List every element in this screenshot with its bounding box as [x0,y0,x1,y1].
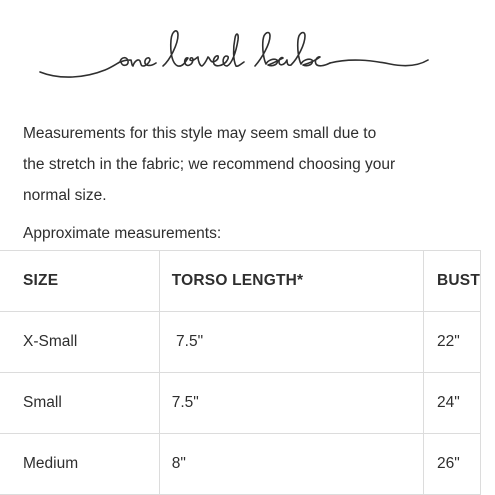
bust-cell: 22" [424,312,481,373]
brand-logo [0,0,495,110]
intro-line: the stretch in the fabric; we recommend choosing your [23,156,396,173]
table-row [0,434,481,495]
size-cell: Medium [0,434,159,495]
table-row [0,312,481,373]
torso-length-cell: 7.5" [159,312,423,373]
bust-cell: 24" [424,373,481,434]
bust-cell: 26" [424,434,481,495]
torso-length-cell: 8" [159,434,423,495]
approximate-measurements-label: Approximate measurements: [23,225,222,242]
size-cell: X-Small [0,312,159,373]
header-torso-length: TORSO LENGTH* [159,251,423,312]
header-size: SIZE [0,251,159,312]
table-row [0,373,481,434]
intro-text [23,118,478,211]
intro-line: normal size. [23,187,107,204]
size-chart-table [0,250,481,495]
size-cell: Small [0,373,159,434]
table-header-row [0,251,481,312]
header-bust: BUST [424,251,481,312]
torso-length-cell: 7.5" [159,373,423,434]
intro-line: Measurements for this style may seem small due to [23,125,377,142]
